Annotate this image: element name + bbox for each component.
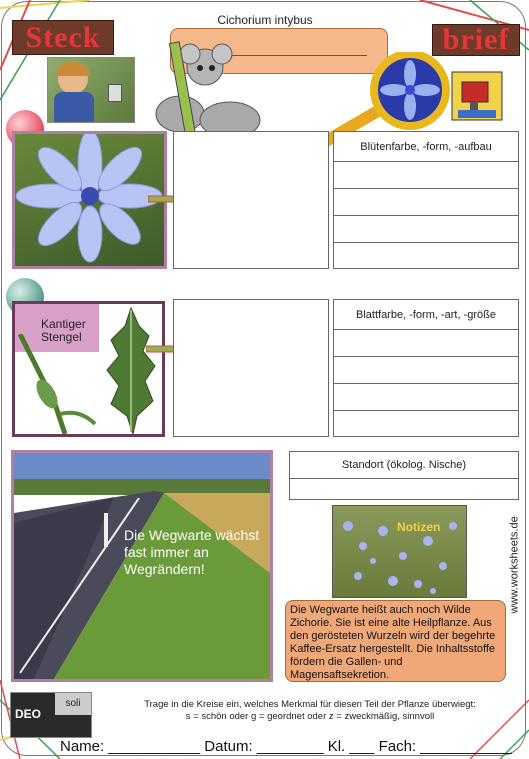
- leaf-label: Blattfarbe, -form, -art, -größe: [356, 308, 496, 321]
- title-left: Steck: [25, 20, 101, 54]
- leaf-notes-box[interactable]: [333, 299, 519, 437]
- title-left-block: [12, 20, 114, 55]
- side-url-wrap: [505, 500, 523, 620]
- flower-drawing-box[interactable]: [173, 131, 329, 269]
- flower-line[interactable]: [334, 188, 518, 215]
- roadside-photo: [11, 450, 273, 682]
- flower-line[interactable]: [334, 161, 518, 188]
- leaf-line[interactable]: [334, 410, 518, 437]
- stem-icon: [15, 334, 100, 434]
- plant-name: Cichorium intybus: [217, 13, 313, 27]
- habitat-box[interactable]: [289, 451, 519, 500]
- roadside-caption: Die Wegwarte wächst fast immer an Wegrändern!: [124, 527, 260, 577]
- info-box: Die Wegwarte heißt auch noch Wilde Zichorie. Sie ist eine alte Heilpflanze. Aus den gerösteten Wurzeln wird der begehrte Kaffee-Ersatz hergestellt. Die Inhaltsstoffe fördern die Gallen- und Magensaftsekretion.: [285, 600, 506, 682]
- flower-line[interactable]: [334, 242, 518, 269]
- mailbox-icon: [450, 70, 505, 125]
- flower-notes-box[interactable]: [333, 131, 519, 269]
- flower-line[interactable]: [334, 215, 518, 242]
- instruction-line-1: Trage in die Kreise ein, welches Merkmal für diesen Teil der Pflanze überwiegt:: [144, 699, 476, 710]
- leaf-drawing-box[interactable]: [173, 299, 329, 437]
- logo-sub: soli: [55, 693, 91, 715]
- leaf-line[interactable]: [334, 356, 518, 383]
- logo-text: DEO: [15, 707, 42, 721]
- flower-photo: [12, 131, 167, 269]
- notes-photo: [332, 505, 467, 598]
- logo: [10, 692, 92, 738]
- side-url: www.worksheets.de: [508, 516, 521, 614]
- leaf-photo: [12, 301, 165, 437]
- habitat-label: Standort (ökolog. Nische): [290, 452, 518, 479]
- notes-title: Notizen: [397, 520, 441, 534]
- flower-label: Blütenfarbe, -form, -aufbau: [360, 140, 492, 153]
- name-date-line[interactable]: Name: ___________ Datum: ________ Kl. ___ Fach: ___________: [60, 738, 513, 755]
- boy-photo: [47, 57, 135, 123]
- instruction-line-2: s = schön oder g = geordnet oder z = zweckmäßig, sinnvoll: [185, 711, 435, 722]
- chicory-flower-icon: [15, 134, 164, 266]
- leaf-icon: [99, 306, 163, 434]
- leaf-line[interactable]: [334, 329, 518, 356]
- title-right: brief: [442, 23, 510, 56]
- leaf-photo-label: Kantiger Stengel: [41, 317, 86, 344]
- instructions: [110, 699, 510, 723]
- leaf-line[interactable]: [334, 383, 518, 410]
